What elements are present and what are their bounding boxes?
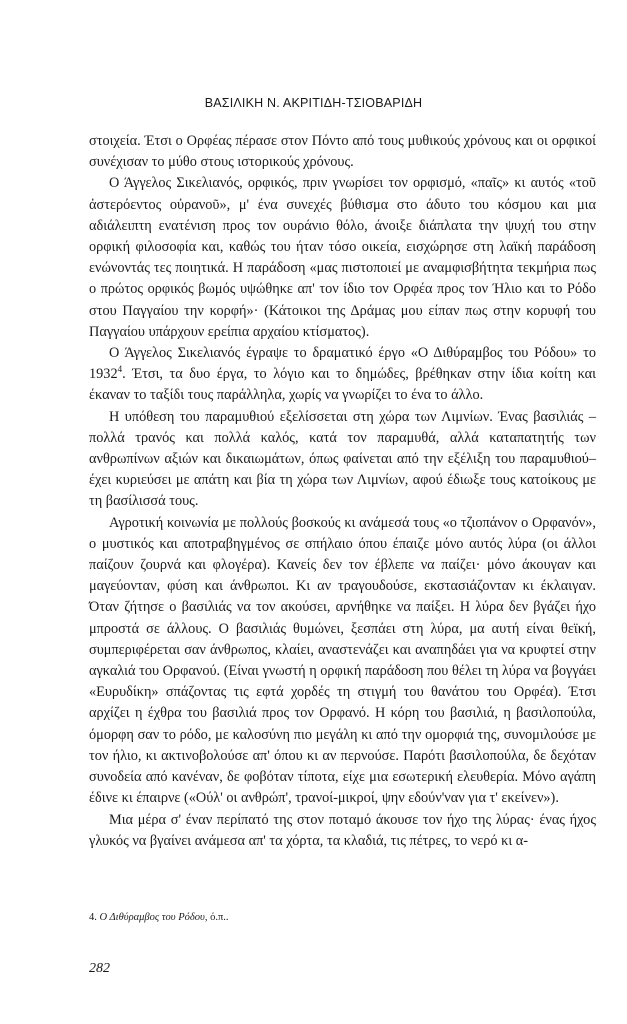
paragraph: Μια μέρα σ' έναν περίπατό της στον ποταμό άκουσε τον ήχο της λύρας· ένας ήχος γλυκός να βγαίνει ανάμεσα απ' τα χόρτα, τα κλαδιά, τις πέτρες, το νερό κι α-	[89, 811, 596, 849]
paragraph: Η υπόθεση του παραμυθιού εξελίσσεται στη χώρα των Λιμνίων. Ένας βασιλιάς –πολλά τρανός και πολλά καλός, κατά τον παραμυθά, αλλά καταπατητής των ανθρωπίνων αξιών και δικαιωμάτων, όπως φαίνεται από την εξέλιξη του παραμυθιού– έχει κυριεύσει με απάτη και βία τη χώρα των Λιμνίων, αφού έδιωξε τους κατοίκους με τη βασίλισσά τους.	[89, 408, 596, 510]
footnote-rest: , ό.π..	[204, 912, 229, 923]
footnote-ref[interactable]: 4	[117, 364, 123, 375]
paragraph: Αγροτική κοινωνία με πολλούς βοσκούς κι ανάμεσά τους «ο τζιοπάνον ο Ορφανόν», ο μυστικός και αποτραβηγμένος σε σπήλαιο όπου έπαιζε μόνο αυτός λύρα (οι άλλοι παίζουν ζουρνά και φλογέρα). Κανείς δεν τον έβλεπε να παίζει· μόνο άκουγαν και μαγεύονταν, φύση και άνθρωποι. Κι αν τραγουδούσε, εκστασιάζονταν κι έκλαιγαν. Όταν ζήτησε ο βασιλιάς να τον ακούσει, αρνήθηκε να παίξει. Η λύρα δεν βγάζει ήχο μπροστά σε άλλους. Ο βασιλιάς θυμώνει, ξεσπάει στη λύρα, μα αυτή είναι θεϊκή, συμπεριφέρεται σαν άνθρωπος, κλαίει, αναστενάζει και αναπηδάει για να κρυφτεί στην αγκαλιά του Ορφανού. (Είναι γνωστή η ορφική παράδοση που θέλει τη λύρα να βογγάει «Ευρυδίκη» σπάζοντας τις εφτά χορδές τη στιγμή του θανάτου του Ορφέα). Έτσι αρχίζει η έχθρα του βασιλιά προς τον Ορφανό. Η κόρη του βασιλιά, η βασιλοπούλα, όμορφη σαν το ρόδο, με καλοσύνη πιο μεγάλη κι από την ομορφιά της, συνομιλούσε με τον ήλιο, κι ακτινοβολούσε απ' όπου κι αν περνούσε. Παρότι βασιλοπούλα, δε δεχόταν συνοδεία από κανέναν, δε φοβόταν τίποτα, είχε μια εσωτερική ελευθερία. Μόνο αγάπη έδινε κι έπαιρνε («Ούλ' οι ανθρώπ', τρανοί-μικροί, ψην εδούν'ναν για τ' εκείνεν»).	[89, 514, 596, 807]
footnote	[89, 912, 596, 923]
footnote-title: Ο Διθύραμβος του Ρόδου	[99, 912, 205, 923]
paragraph: Ο Άγγελος Σικελιανός, ορφικός, πριν γνωρίσει τον ορφισμό, «παῖς» κι αυτός «τοῦ ἀστερόεντος οὐρανοῦ», μ' ένα συνεχές βύθισμα στο άδυτο του κόσμου και μια αδιάλειπτη ενατένιση προς τον ουράνιο θόλο, άνοιξε διάπλατα την ψυχή του στην ορφική φιλοσοφία και, καθώς του ήταν τόσο οικεία, εισχώρησε στη λαϊκή παράδοση ενώνοντάς τες ποιητικά. Η παράδοση «μας πιστοποιεί με αναμφισβήτητα τεκμήρια πως ο πρώτος ορφικός βωμός υψώθηκε απ' τον ίδιο τον Ορφέα προς τον Ήλιο και το Ρόδο στου Παγγαίου την κορφή»· (Κάτοικοι της Δράμας μου είπαν πως στην κορυφή του Παγγαίου υπάρχουν ερείπια αρχαίου κτίσματος).	[89, 175, 596, 340]
body-text	[89, 131, 596, 852]
paragraph-text: Ο Άγγελος Σικελιανός έγραψε το δραματικό έργο «Ο Διθύραμβος του Ρόδου» το 1932	[89, 345, 596, 383]
paragraph-text: . Έτσι, τα δυο έργα, το λόγιο και το δημώδες, βρέθηκαν στην ίδια κοίτη και έκαναν το ταξίδι τους παράλληλα, χωρίς να γνωρίζει το ένα το άλλο.	[89, 366, 596, 404]
paragraph: στοιχεία. Έτσι ο Ορφέας πέρασε στον Πόντο από τους μυθικούς χρόνους και οι ορφικοί συνέχισαν το μύθο στους ιστορικούς χρόνους.	[89, 133, 596, 171]
running-head: ΒΑΣΙΛΙΚΗ Ν. ΑΚΡΙΤΙΔΗ-ΤΣΙΟΒΑΡΙΔΗ	[204, 96, 423, 110]
footnote-number: 4.	[89, 912, 97, 923]
page-number: 282	[89, 961, 110, 976]
paragraph-with-footnote-ref	[89, 343, 596, 407]
